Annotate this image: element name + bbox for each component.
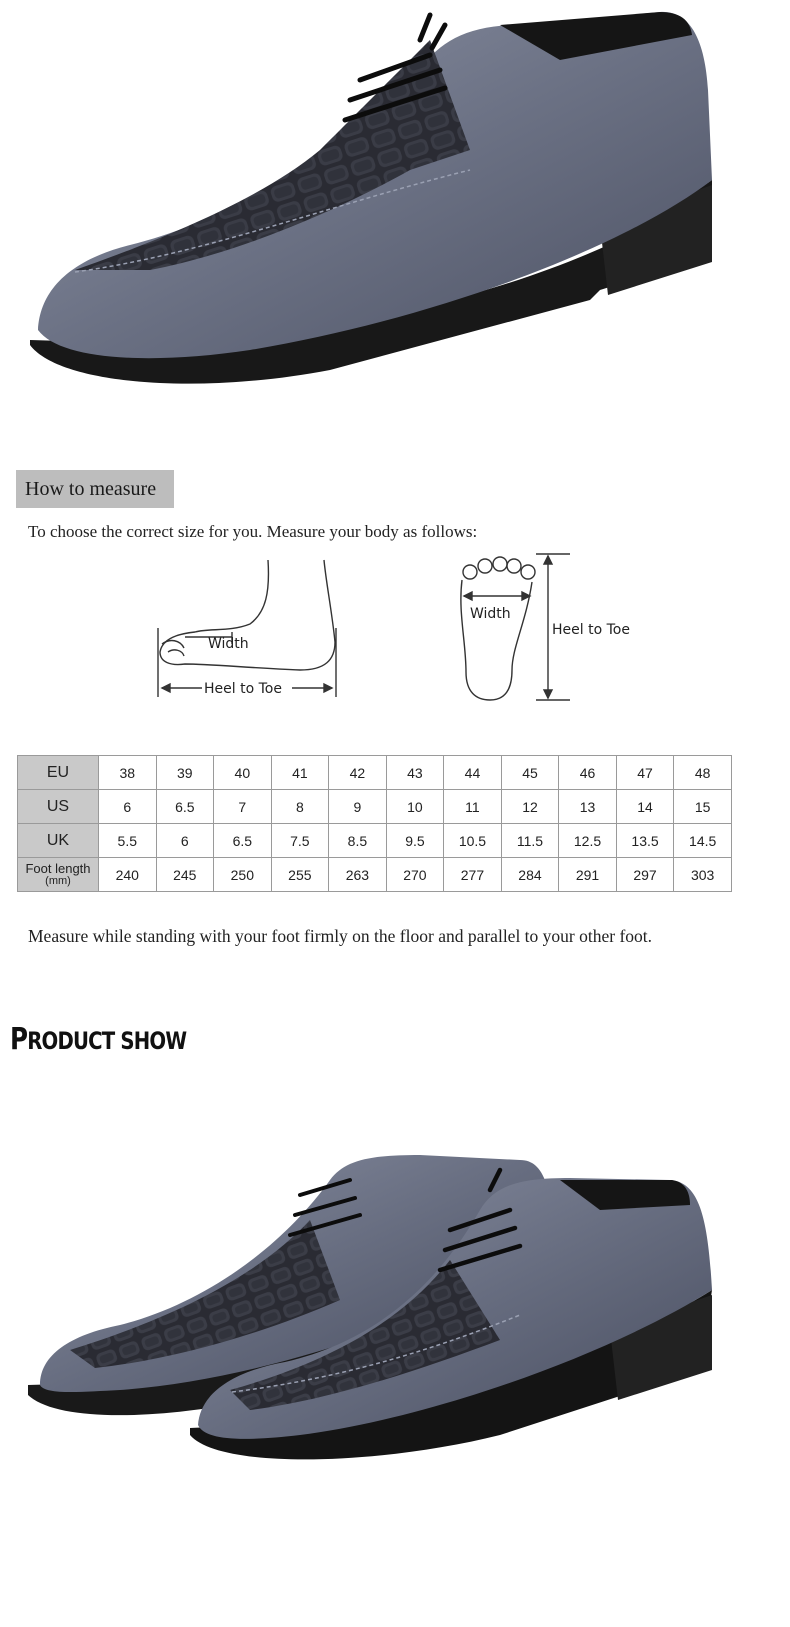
table-cell: 8.5 [329,824,387,858]
table-cell: 291 [559,858,617,892]
product-show-heading [10,1022,186,1057]
table-cell: 13.5 [616,824,674,858]
table-cell: 263 [329,858,387,892]
table-cell: 41 [271,756,329,790]
table-cell: 11 [444,790,502,824]
table-cell: 12.5 [559,824,617,858]
table-row [18,790,732,824]
table-cell: 9.5 [386,824,444,858]
table-cell: 6.5 [156,790,214,824]
table-cell: 6 [156,824,214,858]
row-label-eu: EU [18,756,99,790]
how-to-measure-heading: How to measure [16,470,174,508]
row-label-uk: UK [18,824,99,858]
table-row [18,858,732,892]
product-title-rest: RODUCT SHOW [27,1027,187,1055]
table-cell: 48 [674,756,732,790]
table-cell: 297 [616,858,674,892]
size-chart-table [17,755,732,892]
table-cell: 14.5 [674,824,732,858]
table-cell: 43 [386,756,444,790]
row-label-us: US [18,790,99,824]
table-cell: 42 [329,756,387,790]
table-cell: 255 [271,858,329,892]
single-shoe-illustration [0,0,790,430]
table-cell: 11.5 [501,824,559,858]
table-cell: 7 [214,790,272,824]
table-cell: 245 [156,858,214,892]
table-cell: 44 [444,756,502,790]
table-cell: 45 [501,756,559,790]
hero-shoe-image [0,0,790,430]
table-cell: 284 [501,858,559,892]
product-title-initial: P [10,1022,28,1057]
table-cell: 14 [616,790,674,824]
table-cell: 10.5 [444,824,502,858]
table-row [18,756,732,790]
row-label-foot-length-text: Foot length [25,860,91,876]
table-cell: 38 [99,756,157,790]
measure-note: Measure while standing with your foot firmly on the floor and parallel to your other foot. [28,926,653,946]
row-label-foot-length [18,858,99,892]
table-cell: 47 [616,756,674,790]
table-cell: 270 [386,858,444,892]
table-cell: 40 [214,756,272,790]
table-cell: 240 [99,858,157,892]
table-cell: 15 [674,790,732,824]
table-cell: 277 [444,858,502,892]
shoe-pair-illustration [0,1100,790,1627]
table-row [18,824,732,858]
product-pair-image [0,1100,790,1627]
table-cell: 13 [559,790,617,824]
table-cell: 6.5 [214,824,272,858]
table-cell: 10 [386,790,444,824]
table-cell: 5.5 [99,824,157,858]
foot-measure-diagrams [140,552,660,712]
side-foot-diagram [158,560,336,697]
table-cell: 46 [559,756,617,790]
top-width-label: Width [470,606,511,622]
table-cell: 39 [156,756,214,790]
side-width-label: Width [208,636,249,652]
top-heel-to-toe-label: Heel to Toe [552,622,630,638]
side-heel-to-toe-label: Heel to Toe [204,681,282,697]
table-cell: 250 [214,858,272,892]
table-cell: 7.5 [271,824,329,858]
table-cell: 303 [674,858,732,892]
table-cell: 6 [99,790,157,824]
row-label-foot-length-unit: (mm) [45,874,71,887]
table-cell: 12 [501,790,559,824]
table-cell: 8 [271,790,329,824]
measure-instructions: To choose the correct size for you. Measure your body as follows: [28,522,478,541]
table-cell: 9 [329,790,387,824]
